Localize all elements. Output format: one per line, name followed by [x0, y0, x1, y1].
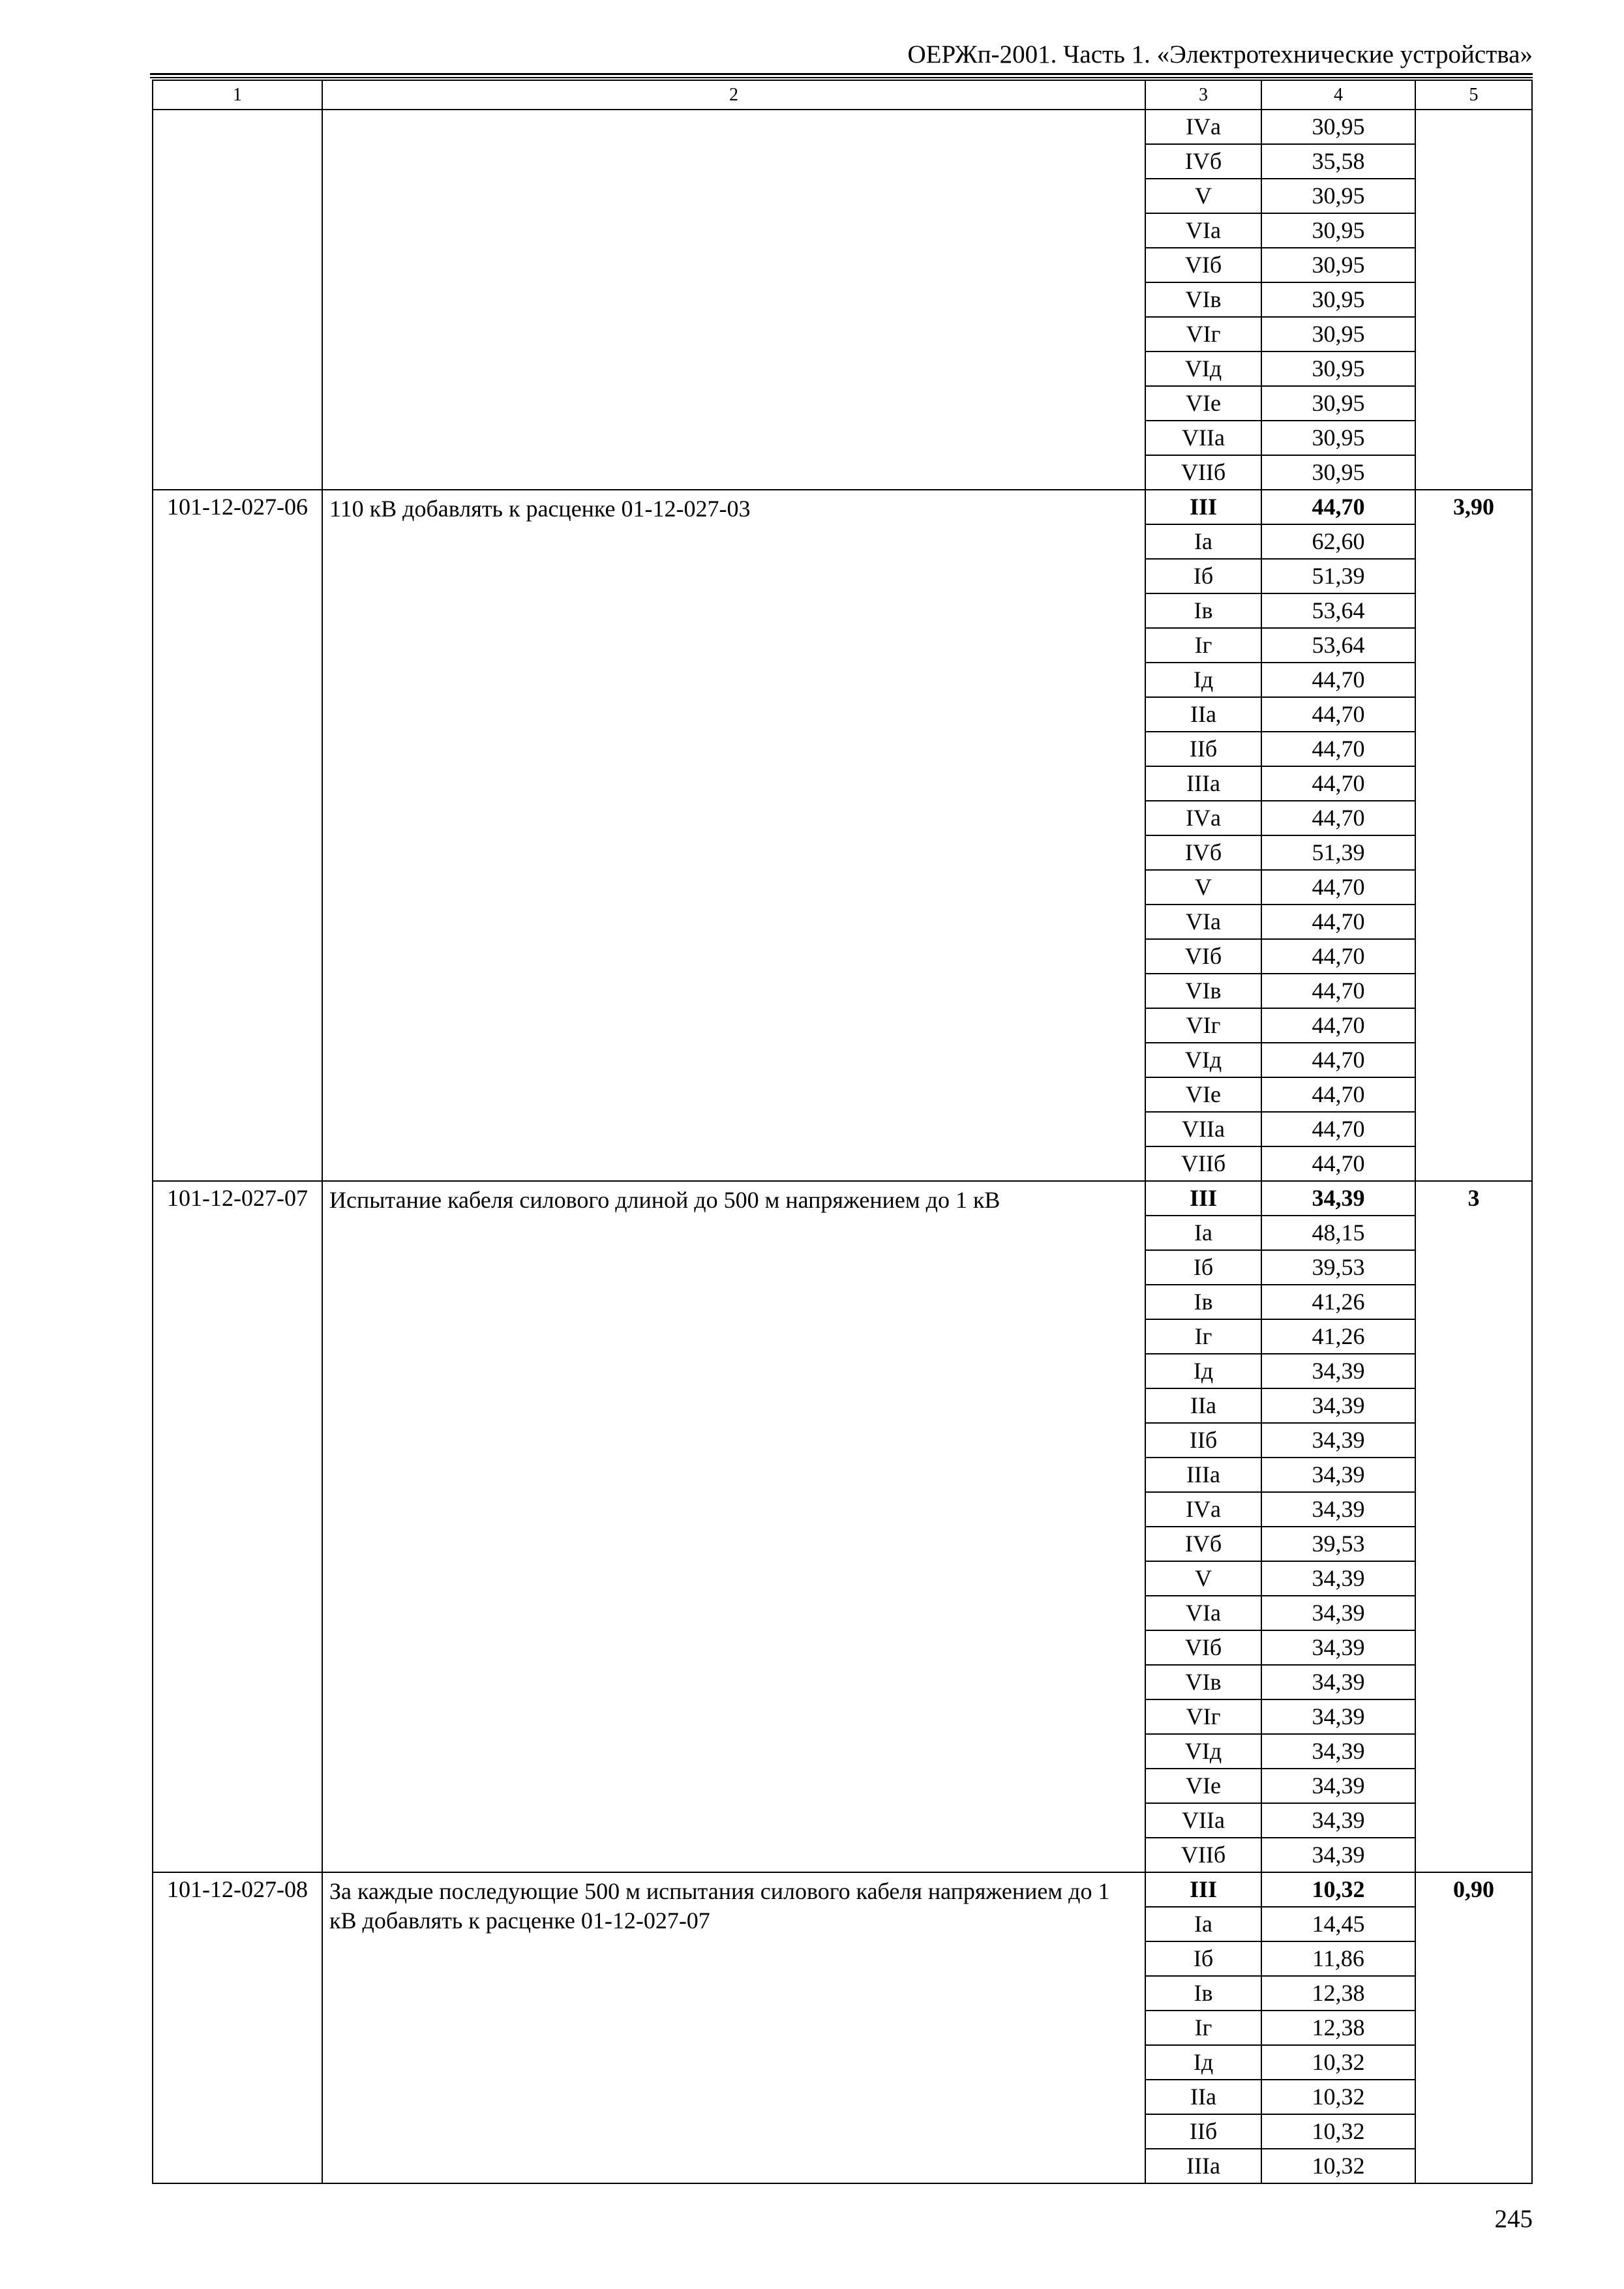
zone-cell: IIа — [1145, 697, 1261, 732]
zone-cell: Iа — [1145, 1907, 1261, 1941]
table-row — [153, 110, 1532, 144]
zone-cell: VIб — [1145, 939, 1261, 974]
rate-description — [322, 110, 1145, 490]
value-cell: 30,95 — [1261, 455, 1415, 490]
zone-cell: VIIа — [1145, 1803, 1261, 1838]
zone-cell: Iв — [1145, 1976, 1261, 2011]
value-cell: 44,70 — [1261, 732, 1415, 766]
rate-code: 101-12-027-08 — [153, 1872, 322, 2183]
zone-cell: VIа — [1145, 1596, 1261, 1630]
rate-code: 101-12-027-06 — [153, 490, 322, 1181]
value-cell: 34,39 — [1261, 1803, 1415, 1838]
value-cell: 34,39 — [1261, 1423, 1415, 1458]
value-cell: 30,95 — [1261, 352, 1415, 386]
zone-cell: Iг — [1145, 2011, 1261, 2045]
value-cell: 12,38 — [1261, 2011, 1415, 2045]
value-cell: 53,64 — [1261, 628, 1415, 663]
zone-cell: VIг — [1145, 1699, 1261, 1734]
zone-cell: IIIа — [1145, 1458, 1261, 1492]
value-cell: 44,70 — [1261, 974, 1415, 1008]
value-cell: 34,39 — [1261, 1561, 1415, 1596]
value-cell: 30,95 — [1261, 421, 1415, 455]
rate-code — [153, 110, 322, 490]
value-cell: 34,39 — [1261, 1665, 1415, 1699]
zone-cell: VIIа — [1145, 421, 1261, 455]
zone-cell: IVа — [1145, 110, 1261, 144]
value-cell: 44,70 — [1261, 766, 1415, 801]
zone-cell: Iв — [1145, 1285, 1261, 1319]
zone-cell: IIIа — [1145, 766, 1261, 801]
column-number: 2 — [322, 80, 1145, 110]
zone-cell: III — [1145, 490, 1261, 524]
value-cell: 34,39 — [1261, 1181, 1415, 1216]
rate-description: Испытание кабеля силового длиной до 500 м напряжением до 1 кВ — [322, 1181, 1145, 1872]
header-rule — [150, 73, 1533, 75]
value-cell: 30,95 — [1261, 213, 1415, 248]
document-title: ОЕРЖп-2001. Часть 1. «Электротехнические устройства» — [907, 40, 1533, 68]
zone-cell: VIIб — [1145, 455, 1261, 490]
value-cell: 53,64 — [1261, 593, 1415, 628]
value-cell: 44,70 — [1261, 870, 1415, 905]
zone-cell: VIе — [1145, 1077, 1261, 1112]
zone-cell: VIв — [1145, 282, 1261, 317]
zone-cell: VIб — [1145, 1630, 1261, 1665]
value-cell: 44,70 — [1261, 663, 1415, 697]
value-cell: 41,26 — [1261, 1285, 1415, 1319]
zone-cell: IIа — [1145, 2080, 1261, 2114]
value-cell: 34,39 — [1261, 1458, 1415, 1492]
zone-cell: Iд — [1145, 663, 1261, 697]
page-number: 245 — [1494, 2205, 1533, 2233]
zone-cell: VIIб — [1145, 1838, 1261, 1872]
value-cell: 39,53 — [1261, 1527, 1415, 1561]
value-cell: 34,39 — [1261, 1492, 1415, 1527]
zone-cell: VIе — [1145, 1769, 1261, 1803]
value-cell: 30,95 — [1261, 248, 1415, 282]
zone-cell: V — [1145, 179, 1261, 213]
zone-cell: V — [1145, 870, 1261, 905]
table-row — [153, 1181, 1532, 1216]
column-number: 5 — [1415, 80, 1532, 110]
zone-cell: IIа — [1145, 1388, 1261, 1423]
value-cell: 39,53 — [1261, 1250, 1415, 1285]
zone-cell: VIа — [1145, 213, 1261, 248]
value-cell: 34,39 — [1261, 1699, 1415, 1734]
value-cell: 10,32 — [1261, 1872, 1415, 1907]
zone-cell: Iв — [1145, 593, 1261, 628]
value-cell: 34,39 — [1261, 1388, 1415, 1423]
column-number: 1 — [153, 80, 322, 110]
value-cell: 34,39 — [1261, 1734, 1415, 1769]
zone-cell: IVб — [1145, 1527, 1261, 1561]
zone-cell: VIIб — [1145, 1146, 1261, 1181]
value-cell: 41,26 — [1261, 1319, 1415, 1354]
value-cell: 30,95 — [1261, 317, 1415, 352]
coefficient-cell — [1415, 110, 1532, 490]
zone-cell: IVб — [1145, 144, 1261, 179]
value-cell: 44,70 — [1261, 1146, 1415, 1181]
zone-cell: Iб — [1145, 1250, 1261, 1285]
value-cell: 10,32 — [1261, 2114, 1415, 2149]
zone-cell: VIб — [1145, 248, 1261, 282]
value-cell: 11,86 — [1261, 1941, 1415, 1976]
page-header — [150, 38, 1533, 72]
value-cell: 30,95 — [1261, 179, 1415, 213]
zone-cell: IIб — [1145, 2114, 1261, 2149]
zone-cell: IVб — [1145, 835, 1261, 870]
value-cell: 14,45 — [1261, 1907, 1415, 1941]
zone-cell: VIв — [1145, 1665, 1261, 1699]
zone-cell: VIд — [1145, 1734, 1261, 1769]
value-cell: 44,70 — [1261, 1112, 1415, 1146]
value-cell: 51,39 — [1261, 835, 1415, 870]
value-cell: 30,95 — [1261, 110, 1415, 144]
coefficient-cell: 3,90 — [1415, 490, 1532, 1181]
value-cell: 10,32 — [1261, 2080, 1415, 2114]
value-cell: 35,58 — [1261, 144, 1415, 179]
value-cell: 44,70 — [1261, 490, 1415, 524]
value-cell: 10,32 — [1261, 2149, 1415, 2183]
zone-cell: IIIа — [1145, 2149, 1261, 2183]
zone-cell: VIд — [1145, 352, 1261, 386]
column-number: 3 — [1145, 80, 1261, 110]
value-cell: 34,39 — [1261, 1596, 1415, 1630]
table-row — [153, 490, 1532, 524]
value-cell: 44,70 — [1261, 697, 1415, 732]
value-cell: 62,60 — [1261, 524, 1415, 559]
column-number: 4 — [1261, 80, 1415, 110]
zone-cell: Iд — [1145, 1354, 1261, 1388]
zone-cell: IVа — [1145, 1492, 1261, 1527]
value-cell: 44,70 — [1261, 801, 1415, 835]
rate-description: За каждые последующие 500 м испытания силового кабеля напряжением до 1 кВ добавлять к расценке 01-12-027-07 — [322, 1872, 1145, 2183]
rate-description: 110 кВ добавлять к расценке 01-12-027-03 — [322, 490, 1145, 1181]
zone-cell: Iа — [1145, 524, 1261, 559]
value-cell: 44,70 — [1261, 1008, 1415, 1043]
column-number-row — [153, 80, 1532, 110]
value-cell: 12,38 — [1261, 1976, 1415, 2011]
zone-cell: Iг — [1145, 628, 1261, 663]
zone-cell: VIд — [1145, 1043, 1261, 1077]
norms-table — [152, 80, 1533, 2184]
rate-code: 101-12-027-07 — [153, 1181, 322, 1872]
table-row — [153, 1872, 1532, 1907]
coefficient-cell: 3 — [1415, 1181, 1532, 1872]
value-cell: 34,39 — [1261, 1354, 1415, 1388]
zone-cell: VIе — [1145, 386, 1261, 421]
zone-cell: Iд — [1145, 2045, 1261, 2080]
header-rule-thin — [150, 77, 1533, 78]
value-cell: 44,70 — [1261, 1077, 1415, 1112]
value-cell: 34,39 — [1261, 1838, 1415, 1872]
zone-cell: VIв — [1145, 974, 1261, 1008]
value-cell: 44,70 — [1261, 1043, 1415, 1077]
value-cell: 30,95 — [1261, 386, 1415, 421]
zone-cell: V — [1145, 1561, 1261, 1596]
zone-cell: VIг — [1145, 317, 1261, 352]
zone-cell: Iб — [1145, 559, 1261, 593]
zone-cell: VIа — [1145, 905, 1261, 939]
value-cell: 44,70 — [1261, 905, 1415, 939]
coefficient-cell: 0,90 — [1415, 1872, 1532, 2183]
zone-cell: VIIа — [1145, 1112, 1261, 1146]
zone-cell: VIг — [1145, 1008, 1261, 1043]
zone-cell: IVа — [1145, 801, 1261, 835]
value-cell: 48,15 — [1261, 1216, 1415, 1250]
zone-cell: Iб — [1145, 1941, 1261, 1976]
zone-cell: III — [1145, 1872, 1261, 1907]
value-cell: 10,32 — [1261, 2045, 1415, 2080]
value-cell: 51,39 — [1261, 559, 1415, 593]
zone-cell: III — [1145, 1181, 1261, 1216]
zone-cell: Iг — [1145, 1319, 1261, 1354]
value-cell: 34,39 — [1261, 1769, 1415, 1803]
value-cell: 44,70 — [1261, 939, 1415, 974]
value-cell: 30,95 — [1261, 282, 1415, 317]
value-cell: 34,39 — [1261, 1630, 1415, 1665]
zone-cell: Iа — [1145, 1216, 1261, 1250]
zone-cell: IIб — [1145, 732, 1261, 766]
zone-cell: IIб — [1145, 1423, 1261, 1458]
